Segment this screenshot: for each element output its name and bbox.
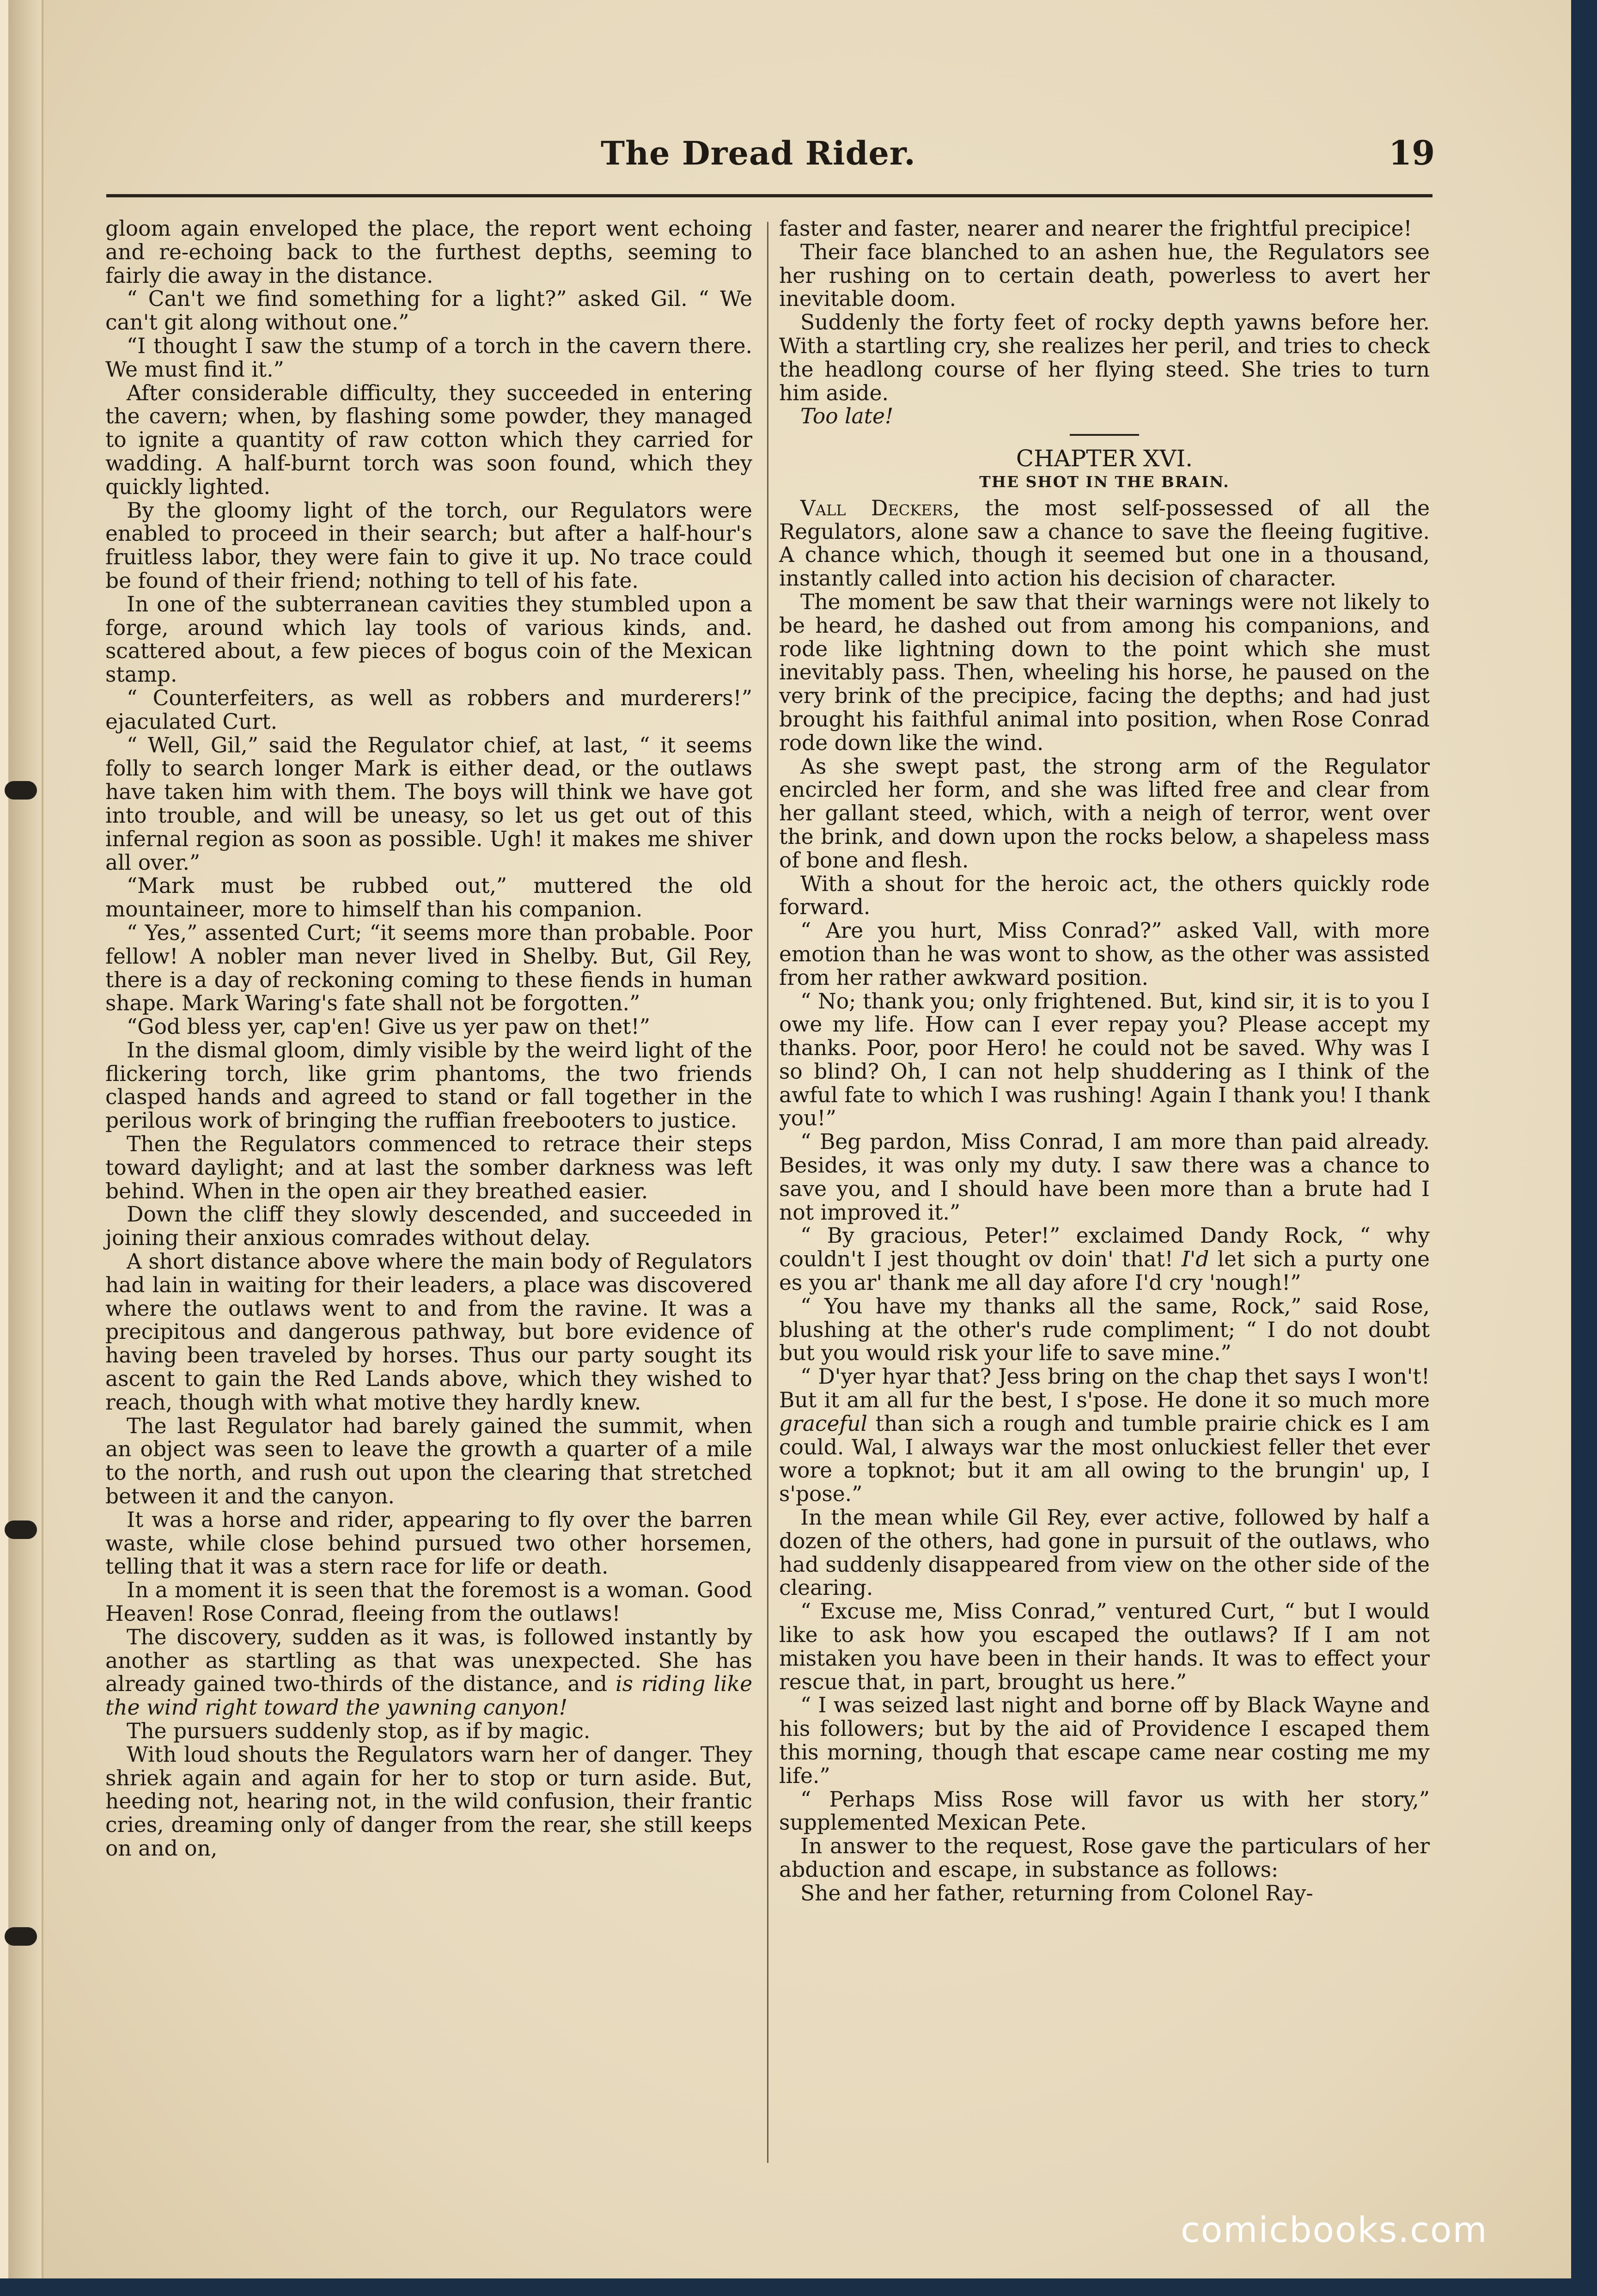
right-column	[779, 217, 1430, 1905]
paragraph: “ Beg pardon, Miss Conrad, I am more than paid already. Besides, it was only my duty. I saw there was a chance to save you, and I should have been more than a brute had I not improved it.”	[779, 1130, 1430, 1225]
paragraph: “ You have my thanks all the same, Rock,” said Rose, blushing at the other's rude compliment; “ I do not doubt but you would risk your life to save mine.”	[779, 1294, 1430, 1366]
header-rule	[106, 194, 1432, 197]
chapter-subtitle: THE SHOT IN THE BRAIN.	[979, 472, 1230, 491]
paragraph: Then the Regulators commenced to retrace their steps toward daylight; and at last the somber darkness was left behind. When in the open air they breathed easier.	[105, 1132, 752, 1203]
paragraph: “Mark must be rubbed out,” muttered the old mountaineer, more to himself than his companion.	[105, 873, 752, 922]
italic-phrase: is riding like the wind right toward the yawning canyon!	[105, 1672, 752, 1720]
chapter-title: CHAPTER XVI.	[1016, 445, 1193, 472]
paragraph	[779, 497, 1430, 591]
paragraph: faster and faster, nearer and nearer the frightful precipice!	[779, 216, 1412, 241]
section-rule	[1070, 434, 1139, 436]
paragraph: “ I was seized last night and borne off by Black Wayne and his followers; but by the aid of Providence I escaped them this morning, though that escape came near costing me my life.”	[779, 1693, 1430, 1788]
paragraph: In answer to the request, Rose gave the particulars of her abduction and escape, in substance as follows:	[779, 1834, 1430, 1882]
binding-staple	[5, 1520, 37, 1539]
column-divider	[767, 222, 768, 2163]
running-head-title: The Dread Rider.	[601, 134, 916, 172]
paragraph: In the mean while Gil Rey, ever active, followed by half a dozen of the others, had gone in pursuit of the outlaws, who had suddenly disappeared from view on the other side of the clearing.	[779, 1505, 1430, 1600]
paragraph: “ No; thank you; only frightened. But, kind sir, it is to you I owe my life. How can I ever repay you? Please accept my thanks. Poor, poor Hero! he could not be saved. Why was I so blind? Oh, I can not help shuddering as I think of the awful fate to which I was rushing! Again I thank you! I thank you!”	[779, 989, 1430, 1131]
paragraph: “ Perhaps Miss Rose will favor us with her story,” supplemented Mexican Pete.	[779, 1787, 1430, 1835]
paragraph: As she swept past, the strong arm of the Regulator encircled her form, and she was lifted free and clear from her gallant steed, which, with a neigh of terror, went over the brink, and down upon the rocks below, a shapeless mass of bone and flesh.	[779, 754, 1430, 873]
paragraph-text: The discovery, sudden as it was, is followed instantly by another as startling as that was unexpected. She has already gained two-thirds of the distance, and	[105, 1624, 752, 1697]
paragraph: “ Are you hurt, Miss Conrad?” asked Vall, with more emotion than he was wont to show, as the other was assisted from her rather awkward position.	[779, 918, 1430, 990]
paragraph-text: let sich a purty one es you ar' thank me all day afore I'd cry 'nough!”	[779, 1247, 1430, 1295]
paragraph: “I thought I saw the stump of a torch in the cavern there. We must find it.”	[105, 333, 752, 382]
page-number: 19	[1389, 133, 1435, 172]
paragraph: Down the cliff they slowly descended, and succeeded in joining their anxious comrades without delay.	[105, 1202, 752, 1251]
paragraph: By the gloomy light of the torch, our Regulators were enabled to proceed in their search; but after a half-hour's fruitless labor, they were fain to give it up. No trace could be found of their friend; nothing to tell of his fate.	[105, 498, 752, 593]
paragraph-text: the most self-possessed of all the Regulators, alone saw a chance to save the fleeing fugitive. A chance which, though it seemed but one in a thousand, instantly called into action his decision of character.	[779, 495, 1430, 591]
paragraph: In the dismal gloom, dimly visible by the weird light of the flickering torch, like grim phantoms, the two friends clasped hands and agreed to stand or fall together in the perilous work of bringing the ruffian freebooters to justice.	[105, 1038, 752, 1133]
paragraph: She and her father, returning from Colonel Ray-	[800, 1881, 1313, 1905]
binding-staple	[5, 1927, 37, 1946]
paragraph: In a moment it is seen that the foremost is a woman. Good Heaven! Rose Conrad, fleeing from the outlaws!	[105, 1578, 752, 1626]
paragraph	[779, 1365, 1430, 1506]
paragraph-text: “ D'yer hyar that? Jess bring on the chap thet says I won't! But it am all fur the best, I s'pose. He done it so much more	[779, 1364, 1430, 1413]
italic-word: graceful	[779, 1411, 868, 1436]
paragraph: The last Regulator had barely gained the summit, when an object was seen to leave the growth a quarter of a mile to the north, and rush out upon the clearing that stretched between it and the canyon.	[105, 1413, 752, 1509]
paragraph: “God bless yer, cap'en! Give us yer paw on thet!”	[127, 1014, 651, 1039]
page-binding	[0, 0, 43, 2278]
paragraph: A short distance above where the main body of Regulators had lain in waiting for their leaders, a place was discovered where the outlaws went to and from the ravine. It was a precipitous and dangerous pathway, but bore evidence of having been traveled by horses. Thus our party sought its ascent to gain the Red Lands above, which they wished to reach, though with what motive they hardly knew.	[105, 1249, 752, 1415]
paragraph: With loud shouts the Regulators warn her of danger. They shriek again and again for her to stop or turn aside. But, heeding not, hearing not, in the wild confusion, their frantic cries, dreaming only of danger from the rear, she still keeps on and on,	[105, 1742, 752, 1861]
paragraph: The pursuers suddenly stop, as if by magic.	[127, 1719, 591, 1743]
italic-word: I'd	[1181, 1247, 1209, 1272]
paragraph: “ Excuse me, Miss Conrad,” ventured Curt, “ but I would like to ask how you escaped the outlaws? If I am not mistaken you have been in their hands. It was to effect your rescue that, in part, brought us here.”	[779, 1599, 1430, 1694]
paragraph: Suddenly the forty feet of rocky depth yawns before her. With a startling cry, she realizes her peril, and tries to check the headlong course of her flying steed. She tries to turn him aside.	[779, 310, 1430, 405]
lead-name: Vall Deckers,	[800, 495, 960, 520]
paragraph-text: “ By gracious, Peter!” exclaimed Dandy Rock, “ why couldn't I jest thought ov doin' that!	[779, 1223, 1430, 1272]
paragraph	[105, 1626, 752, 1720]
paragraph-text: than sich a rough and tumble prairie chick es I am could. Wal, I always war the most onluckiest feller thet ever wore a topknot; but it am all owing to the brungin' up, I s'pose.”	[779, 1411, 1430, 1507]
paragraph: Their face blanched to an ashen hue, the Regulators see her rushing on to certain death, powerless to avert her inevitable doom.	[779, 239, 1430, 311]
paragraph: It was a horse and rider, appearing to fly over the barren waste, while close behind pursued two other horsemen, telling that it was a stern race for life or death.	[105, 1507, 752, 1579]
site-watermark: comicbooks.com	[1181, 2209, 1488, 2250]
paragraph: “ Counterfeiters, as well as robbers and murderers!” ejaculated Curt.	[105, 685, 752, 734]
paragraph: “ Can't we find something for a light?” asked Gil. “ We can't git along without one.”	[105, 287, 752, 335]
too-late-line: Too late!	[800, 404, 894, 429]
paragraph: gloom again enveloped the place, the report went echoing and re-echoing back to the furthest depths, seeming to fairly die away in the distance.	[105, 216, 752, 288]
paragraph	[779, 1224, 1430, 1295]
paragraph: “ Yes,” assented Curt; “it seems more than probable. Poor fellow! A nobler man never lived in Shelby. But, Gil Rey, there is a day of reckoning coming to these fiends in human shape. Mark Waring's fate shall not be forgotten.”	[105, 920, 752, 1016]
paragraph: “ Well, Gil,” said the Regulator chief, at last, “ it seems folly to search longer Mark is either dead, or the outlaws have taken him with them. The boys will think we have got into trouble, and will be uneasy, so let us get out of this infernal region as soon as possible. Ugh! it makes me shiver all over.”	[105, 733, 752, 875]
paragraph: The moment be saw that their warnings were not likely to be heard, he dashed out from among his companions, and rode like lightning down to the point which she must inevitably pass. Then, wheeling his horse, he paused on the very brink of the precipice, facing the depths; and had just brought his faithful animal into position, when Rose Conrad rode down like the wind.	[779, 589, 1430, 755]
paragraph: With a shout for the heroic act, the others quickly rode forward.	[779, 871, 1430, 920]
binding-staple	[5, 781, 37, 800]
paragraph: In one of the subterranean cavities they stumbled upon a forge, around which lay tools of various kinds, and. scattered about, a few pieces of bogus coin of the Mexican stamp.	[105, 592, 752, 687]
paragraph: After considerable difficulty, they succeeded in entering the cavern; when, by flashing some powder, they managed to ignite a quantity of raw cotton which they carried for wadding. A half-burnt torch was soon found, which they quickly lighted.	[105, 380, 752, 499]
left-column	[105, 217, 752, 1861]
